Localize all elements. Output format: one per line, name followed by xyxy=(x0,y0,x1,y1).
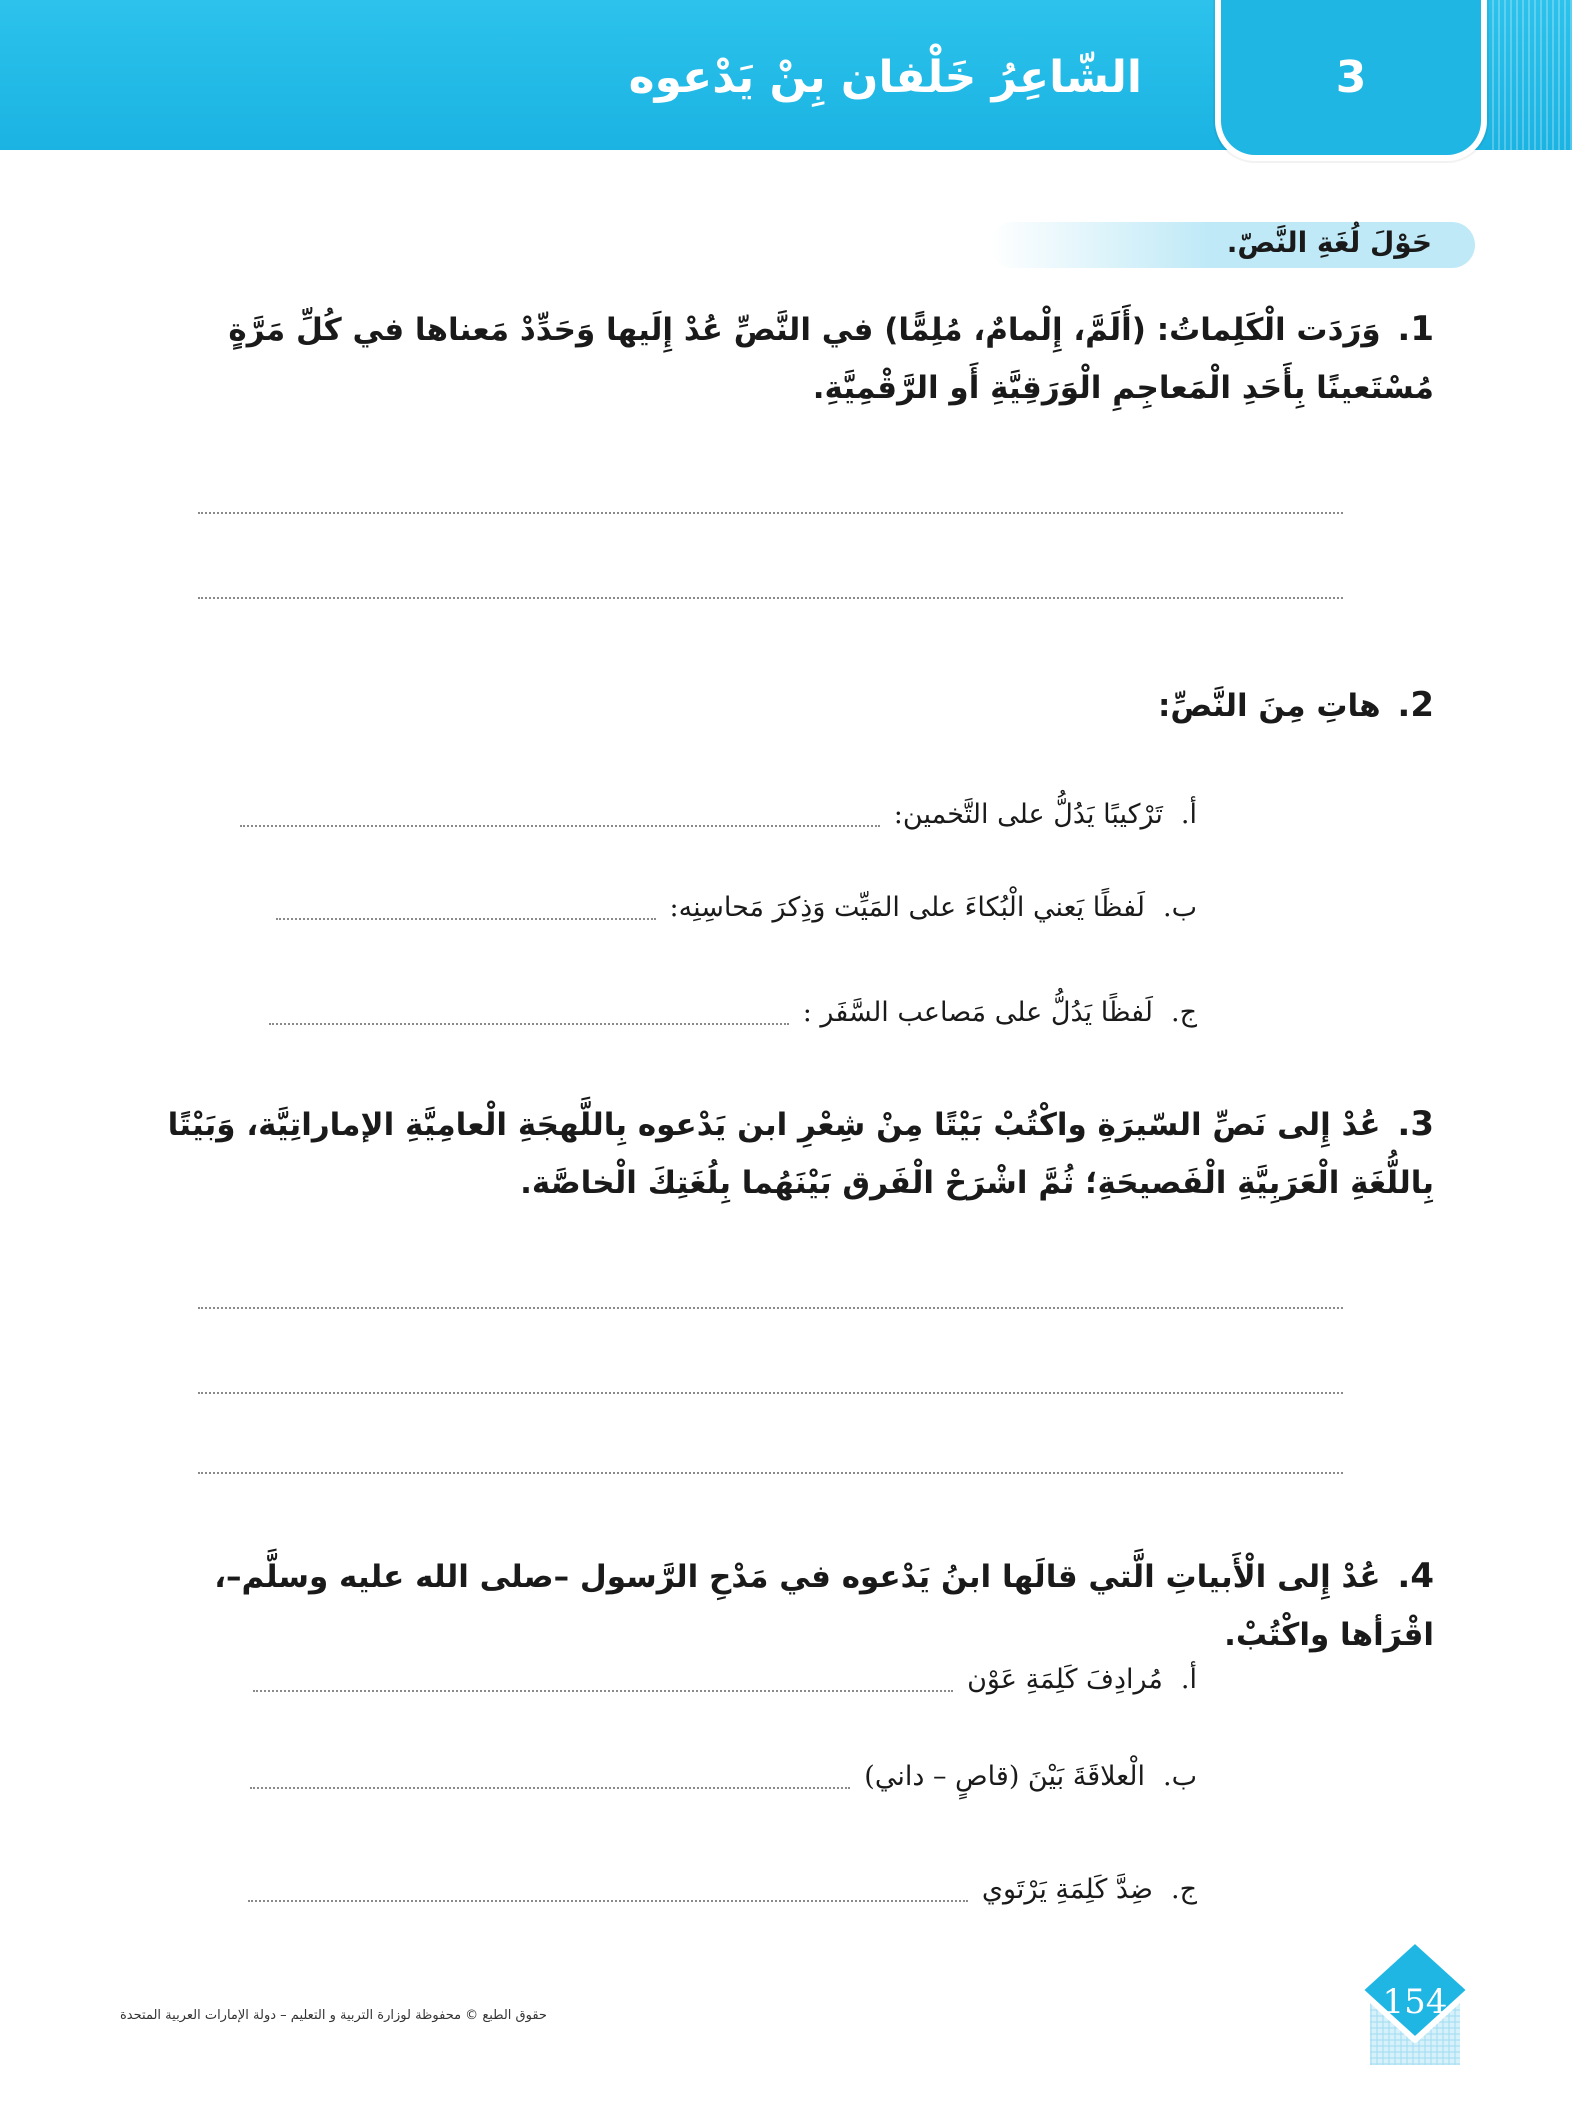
lesson-title: الشّاعِرُ خَلْفان بِنْ يَدْعوه xyxy=(628,52,1142,103)
sub-item-letter: ج. xyxy=(1170,1874,1197,1905)
answer-line[interactable] xyxy=(253,1690,953,1692)
sub-item-letter: ج. xyxy=(1170,997,1197,1028)
answer-line[interactable] xyxy=(198,512,1343,514)
question-4 xyxy=(134,1547,1434,1664)
question-text: عُدْ إِلى نَصِّ السّيرَةِ واكْتُبْ بَيْتًا مِنْ شِعْرِ ابن يَدْعوه بِاللَّهجَةِ الْعامِيَّةِ الإماراتِيَّة، وَبَيْتًا بِاللُّغَةِ الْعَرَبِيَّةِ الْفَصيحَةِ؛ ثُمَّ اشْرَحْ الْفَرق بَيْنَهُما بِلُغَتِكَ الْخاصَّة. xyxy=(167,1107,1434,1201)
page-number: 154 xyxy=(1382,1982,1448,2022)
sub-item-letter: أ. xyxy=(1180,799,1197,830)
sub-item xyxy=(253,1660,1197,1700)
lesson-number: 3 xyxy=(1335,52,1367,103)
answer-line[interactable] xyxy=(248,1900,968,1902)
question-1 xyxy=(134,300,1434,417)
sub-item-text: لَفظًا يَدُلُّ على مَصاعب السَّفَر : xyxy=(802,997,1153,1028)
question-text: عُدْ إِلى الْأَبياتِ الَّتي قالَها ابنُ يَدْعوه في مَدْحِ الرَّسول –صلى الله عليه وسلَّم–، اقْرَأها واكْتُبْ. xyxy=(214,1559,1434,1653)
sub-item xyxy=(248,1870,1197,1910)
sub-item xyxy=(269,993,1197,1033)
sub-item-letter: ب. xyxy=(1162,1761,1197,1792)
answer-line[interactable] xyxy=(198,597,1343,599)
sub-item-text: ضِدَّ كَلِمَةِ يَرْتَوي xyxy=(981,1874,1153,1905)
sub-item-letter: أ. xyxy=(1180,1664,1197,1695)
question-number: 1. xyxy=(1397,309,1434,349)
question-2 xyxy=(1158,676,1434,735)
sub-item xyxy=(276,888,1198,928)
sub-item-text: تَرْكيبًا يَدُلُّ على التَّخمين: xyxy=(893,799,1163,830)
question-number: 2. xyxy=(1397,685,1434,725)
answer-line[interactable] xyxy=(198,1472,1343,1474)
section-title: حَوْلَ لُغَةِ النَّصّ. xyxy=(1226,226,1432,259)
question-text: وَرَدَت الْكَلِماتُ: (أَلَمَّ، إِلْمامٌ، مُلِمًّا) في النَّصِّ عُدْ إِلَيها وَحَدِّدْ مَعناها في كُلِّ مَرَّةٍ مُسْتَعينًا بِأَحَدِ الْمَعاجِمِ الْوَرَقِيَّةِ أَو الرَّقْمِيَّةِ. xyxy=(228,312,1434,406)
answer-line[interactable] xyxy=(198,1307,1343,1309)
sub-item xyxy=(250,1757,1197,1797)
lesson-number-tab xyxy=(1215,0,1487,161)
sub-item-text: مُرادِفَ كَلِمَةِ عَوْن xyxy=(967,1664,1163,1695)
question-3 xyxy=(134,1095,1434,1212)
question-number: 4. xyxy=(1397,1556,1434,1596)
question-text: هاتِ مِنَ النَّصِّ: xyxy=(1158,688,1381,724)
copyright-text: حقوق الطبع © محفوظة لوزارة التربية و التعليم – دولة الإمارات العربية المتحدة xyxy=(120,2008,547,2023)
answer-line[interactable] xyxy=(269,1023,789,1025)
answer-line[interactable] xyxy=(240,825,880,827)
sub-item xyxy=(240,795,1197,835)
sub-item-letter: ب. xyxy=(1162,892,1197,923)
answer-line[interactable] xyxy=(250,1787,850,1789)
sub-item-text: لَفظًا يَعني الْبُكاءَ على المَيِّت وَذِكرَ مَحاسِنِه: xyxy=(669,892,1145,923)
question-number: 3. xyxy=(1397,1104,1434,1144)
sub-item-text: الْعلاقَةَ بَيْنَ (قاصٍ – داني) xyxy=(864,1761,1145,1792)
answer-line[interactable] xyxy=(276,918,656,920)
answer-line[interactable] xyxy=(198,1392,1343,1394)
